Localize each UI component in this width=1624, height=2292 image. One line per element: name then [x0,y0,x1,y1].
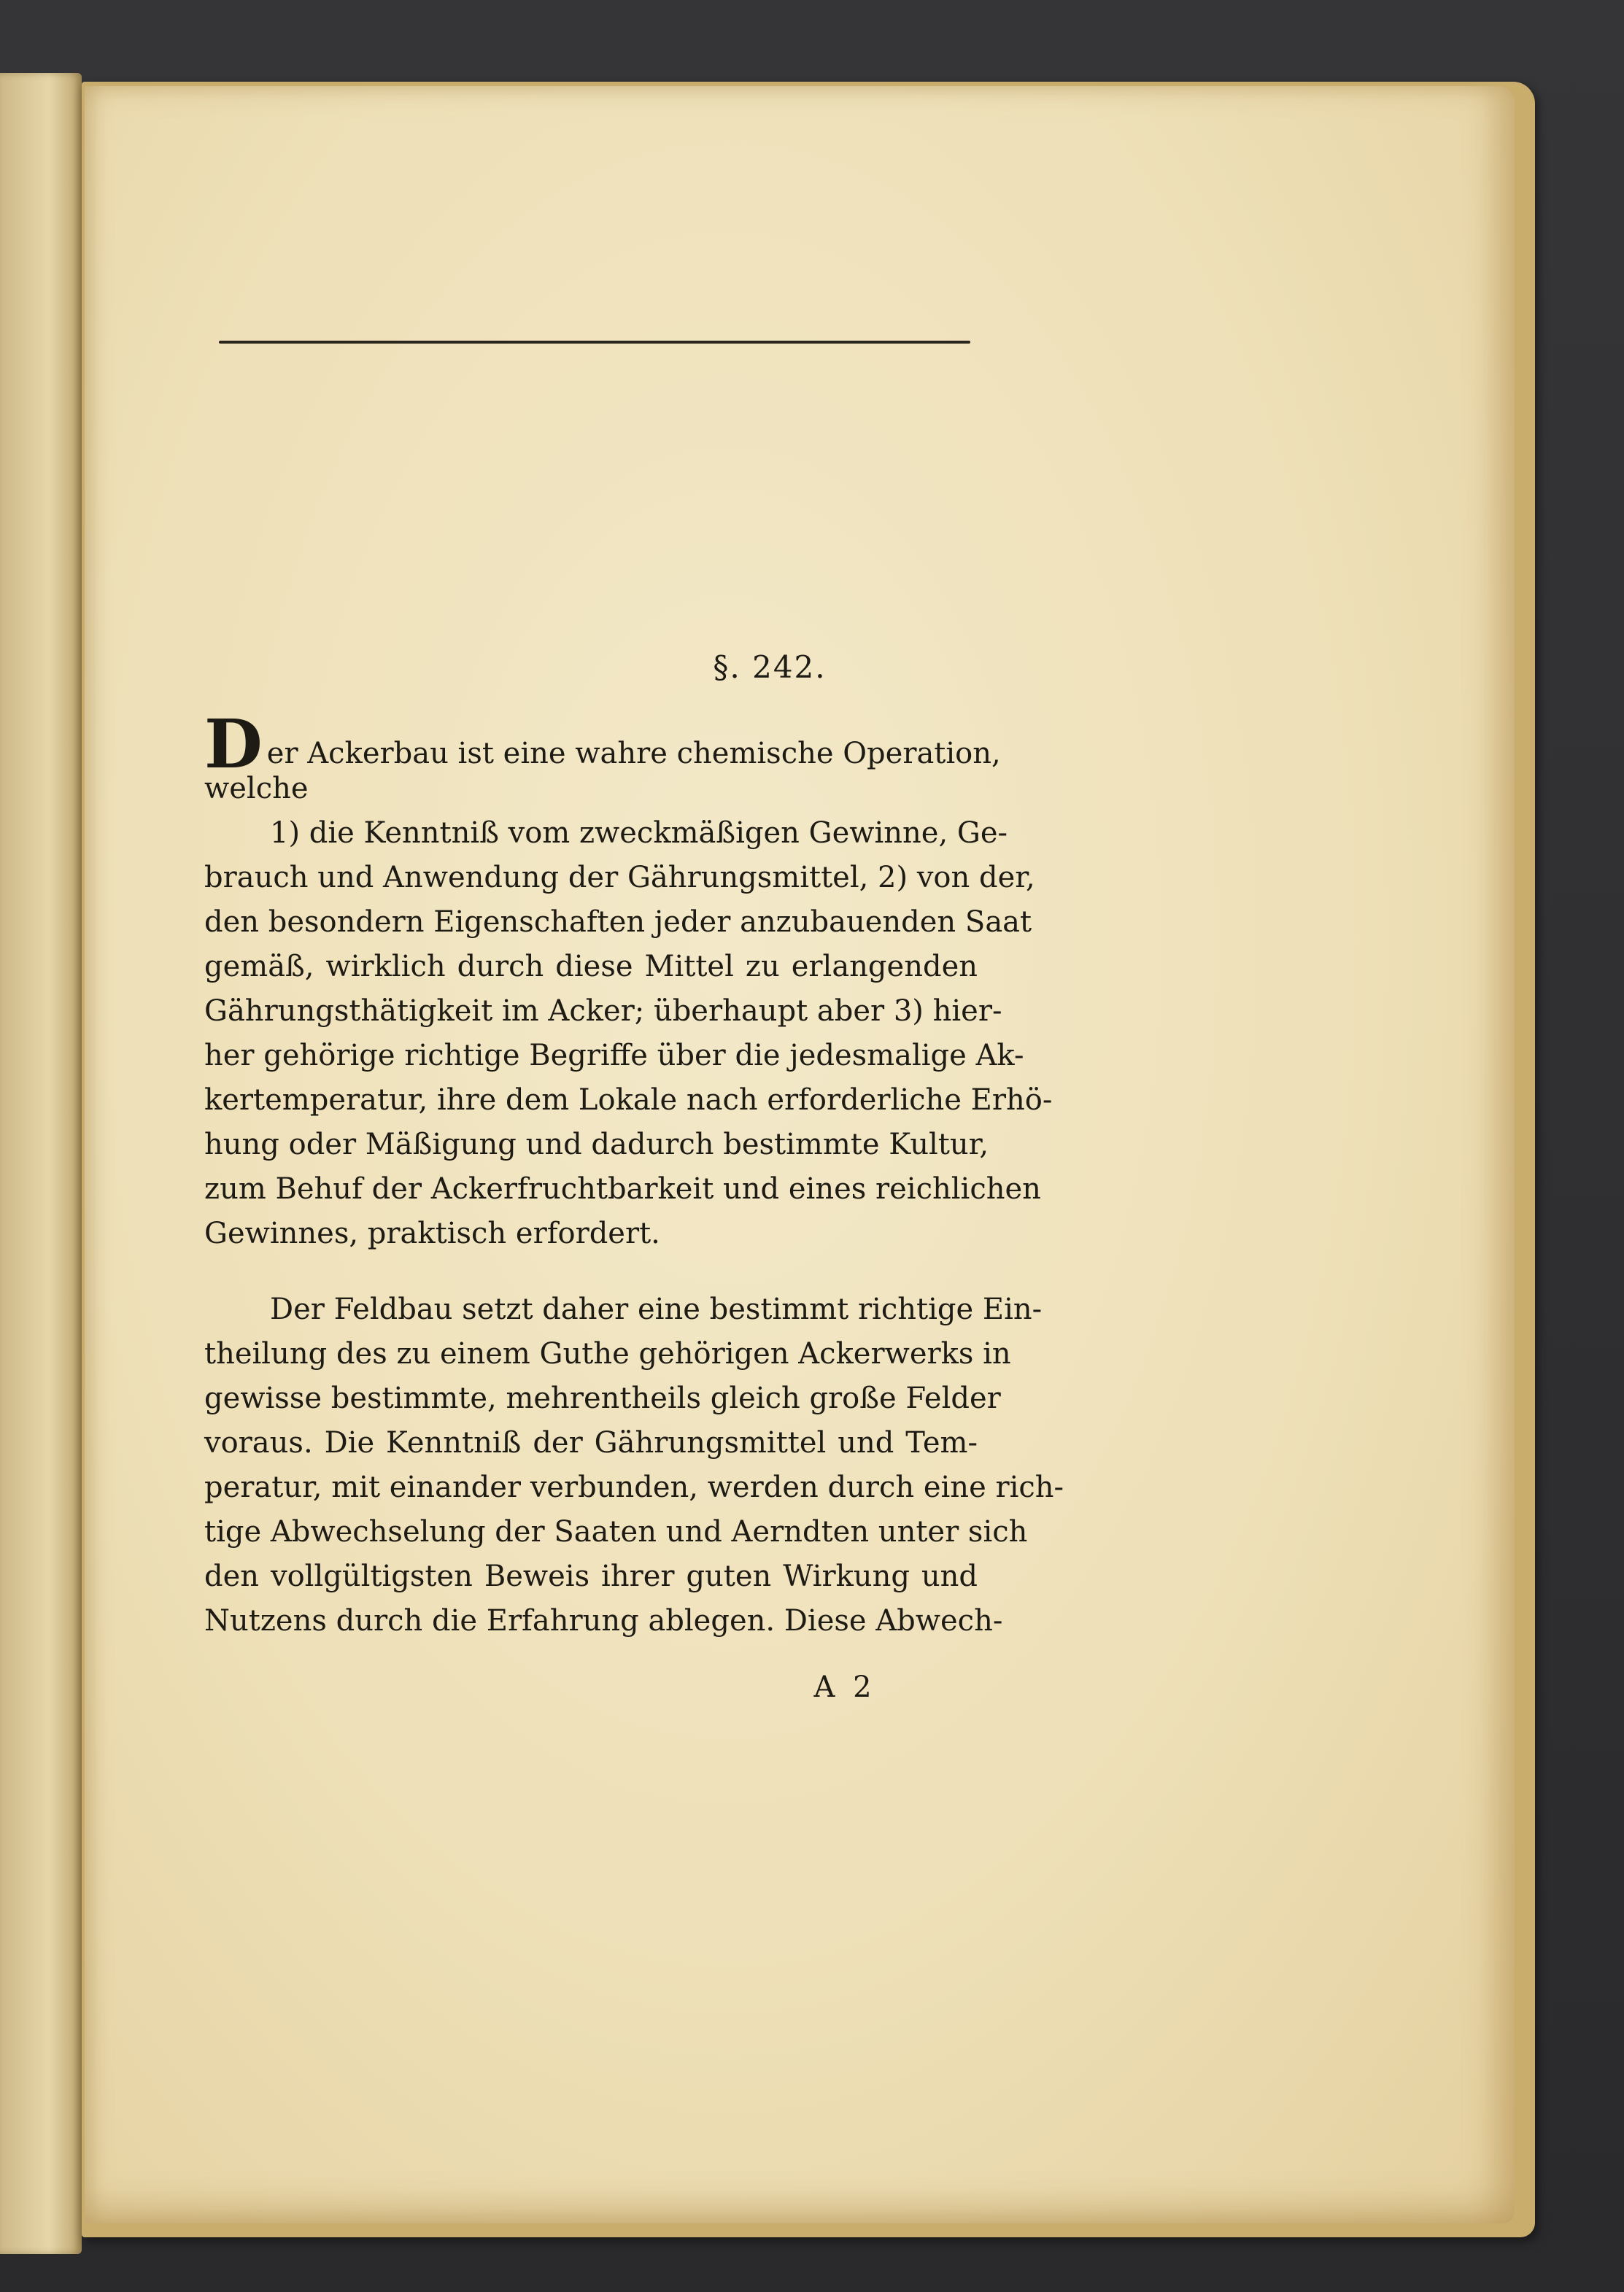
paragraph-2 [204,1288,1064,1643]
text-line: voraus. Die Kenntniß der Gährungsmittel und Tem- [204,1426,978,1460]
text-line: peratur, mit einander verbunden, werden durch eine rich- [204,1471,1064,1504]
text-line: brauch und Anwendung der Gährungsmittel, 2) von der, [204,861,1035,894]
header-rule [219,341,970,344]
text-line: 1) die Kenntniß vom zweckmäßigen Gewinne, Ge- [270,816,1008,850]
section-number: §. 242. [713,649,827,685]
section-heading [0,649,1189,685]
text-line: gewisse bestimmte, mehrentheils gleich große Felder [204,1382,1001,1415]
text-line: gemäß, wirklich durch diese Mittel zu erlangenden [204,950,978,983]
text-line: Der Feldbau setzt daher eine bestimmt richtige Ein- [270,1293,1043,1326]
text-line: den vollgültigsten Beweis ihrer guten Wirkung und [204,1560,978,1593]
left-page-edge [0,73,82,2254]
text-line: Der Ackerbau ist eine wahre chemische Operation, [204,705,1001,783]
signature-text: A 2 [813,1670,876,1704]
text-line: her gehörige richtige Begriffe über die jedesmalige Ak- [204,1039,1024,1072]
text-line: kertemperatur, ihre dem Lokale nach erforderliche Erhö- [204,1083,1053,1117]
paragraph-1 [204,705,1053,1256]
text-line: tige Abwechselung der Saaten und Aerndten unter sich [204,1515,1028,1549]
text-line: Gährungsthätigkeit im Acker; überhaupt aber 3) hier- [204,994,1002,1028]
signature-mark [0,1670,1624,1704]
text-line: Gewinnes, praktisch erfordert. [204,1217,660,1250]
text-line: welche [204,772,309,805]
text-line: hung oder Mäßigung und dadurch bestimmte Kultur, [204,1128,989,1161]
text-line: zum Behuf der Ackerfruchtbarkeit und eines reichlichen [204,1172,1041,1206]
text-line: den besondern Eigenschaften jeder anzubauenden Saat [204,905,1032,939]
text-line: theilung des zu einem Guthe gehörigen Ackerwerks in [204,1337,1011,1371]
drop-cap: D [204,705,263,783]
text-line: Nutzens durch die Erfahrung ablegen. Diese Abwech- [204,1604,1003,1638]
